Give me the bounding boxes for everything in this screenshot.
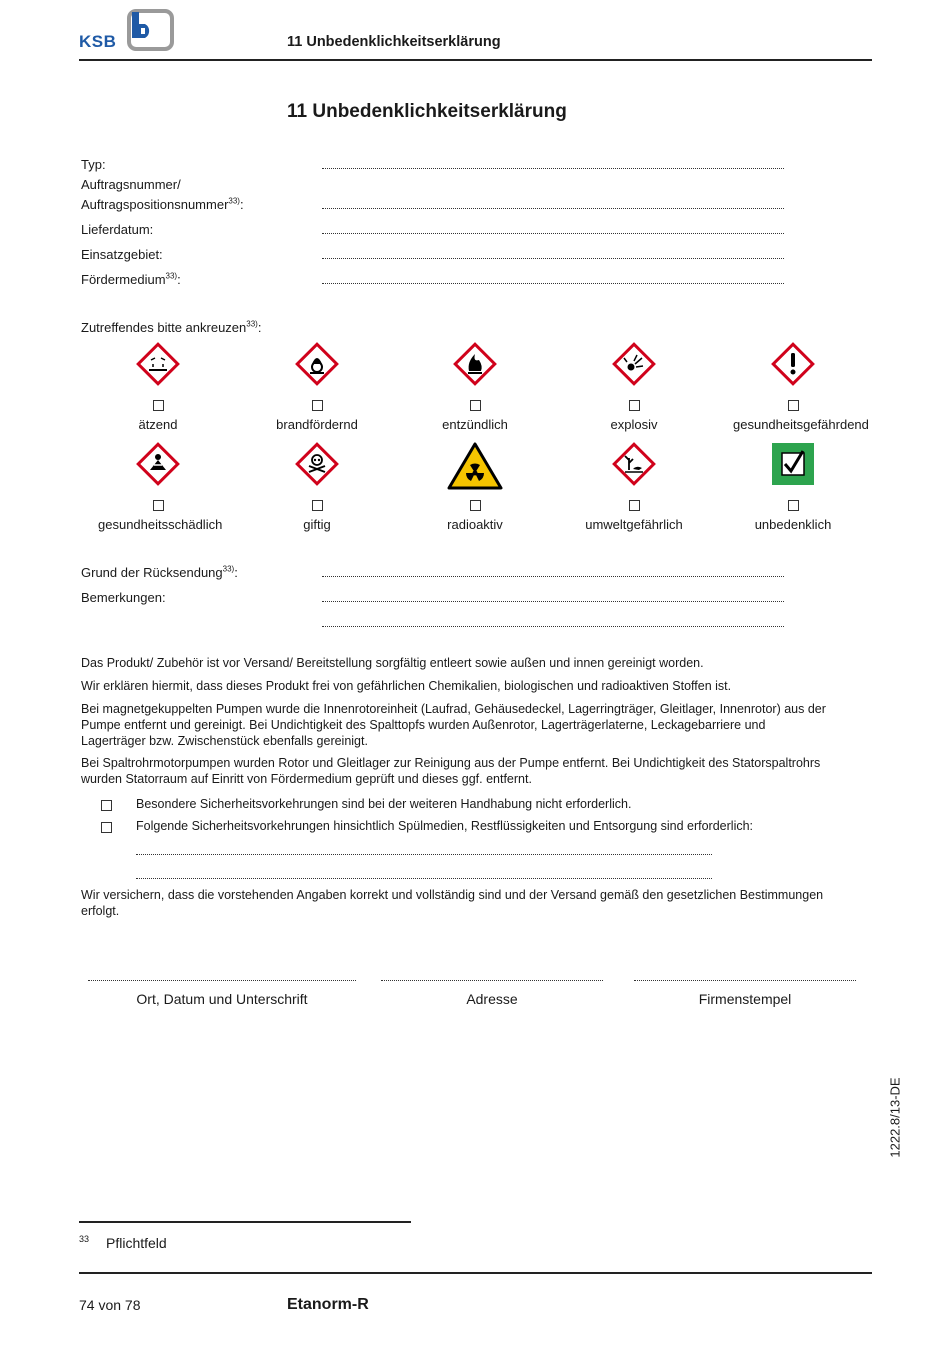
checkbox-gesundheitsgefaehrdend[interactable] bbox=[788, 400, 799, 411]
return-reason-line[interactable] bbox=[322, 576, 784, 577]
hazard-health bbox=[98, 442, 223, 532]
hazard-label: gesundheitsgefährdend bbox=[733, 417, 869, 432]
signature-label: Ort, Datum und Unterschrift bbox=[136, 991, 308, 1007]
signature-address bbox=[381, 980, 603, 1007]
exclamation-icon bbox=[771, 342, 815, 386]
return-reason-label bbox=[81, 565, 238, 581]
assurance-text: Wir versichern, dass die vorstehenden Angaben korrekt und vollständig sind und der Versand gemäß den gesetzlichen Bestimmungen erfolgt. bbox=[81, 888, 824, 918]
footer-rule bbox=[79, 1272, 872, 1274]
hazard-label: ätzend bbox=[138, 417, 178, 432]
precautions-line-2[interactable] bbox=[136, 878, 712, 879]
field-auftragsposition-text: Auftragspositionsnummer bbox=[81, 197, 229, 212]
checkbox-brandfoerdernd[interactable] bbox=[312, 400, 323, 411]
option-text: Folgende Sicherheitsvorkehrungen hinsichtlich Spülmedien, Restflüssigkeiten und Entsorgung sind erforderlich: bbox=[136, 819, 754, 833]
precautions-line-1[interactable] bbox=[136, 854, 712, 855]
return-reason-text: Grund der Rücksendung bbox=[81, 565, 223, 580]
field-einsatzgebiet-label: Einsatzgebiet: bbox=[81, 247, 163, 262]
remarks-label: Bemerkungen: bbox=[81, 590, 166, 605]
signature-label: Firmenstempel bbox=[698, 991, 792, 1007]
health-hazard-icon bbox=[136, 442, 180, 486]
hazard-oxidizing bbox=[257, 342, 377, 432]
colon: : bbox=[234, 565, 238, 580]
checkbox-radioaktiv[interactable] bbox=[470, 500, 481, 511]
hazard-label: giftig bbox=[303, 517, 331, 532]
hazards-intro bbox=[81, 320, 261, 336]
flammable-icon bbox=[453, 342, 497, 386]
footnote-ref: 33) bbox=[222, 564, 235, 574]
colon: : bbox=[239, 197, 244, 212]
field-typ-line[interactable] bbox=[322, 168, 784, 169]
signature-stamp bbox=[634, 980, 856, 1007]
hazard-exclamation bbox=[733, 342, 869, 432]
hazard-radiation bbox=[415, 442, 535, 532]
checkbox-no-precautions[interactable] bbox=[101, 800, 112, 811]
footnote-ref: 33) bbox=[165, 271, 178, 281]
footnote-ref: 33) bbox=[228, 196, 240, 206]
page-title: 11 Unbedenklichkeitserklärung bbox=[287, 101, 567, 122]
colon: : bbox=[177, 272, 181, 287]
footnote bbox=[79, 1234, 167, 1251]
field-einsatzgebiet-line[interactable] bbox=[322, 258, 784, 259]
signature-line[interactable] bbox=[634, 980, 856, 981]
product-name: Etanorm-R bbox=[287, 1296, 369, 1313]
footnote-ref: 33) bbox=[246, 319, 258, 329]
checkbox-umweltgefaehrlich[interactable] bbox=[629, 500, 640, 511]
checkbox-precautions-required[interactable] bbox=[101, 822, 112, 833]
hazard-toxic bbox=[257, 442, 377, 532]
field-foerdermedium-line[interactable] bbox=[322, 283, 784, 284]
checkbox-explosiv[interactable] bbox=[629, 400, 640, 411]
hazard-label: brandfördernd bbox=[276, 417, 358, 432]
hazard-label: entzündlich bbox=[442, 417, 508, 432]
declaration-free-of-hazards: Wir erklären hiermit, dass dieses Produkt frei von gefährlichen Chemikalien, biologischen und radioaktiven Stoffen ist. bbox=[81, 679, 732, 693]
signature-label: Adresse bbox=[466, 991, 518, 1007]
hazard-label: umweltgefährlich bbox=[585, 517, 683, 532]
field-foerdermedium-label bbox=[81, 272, 181, 288]
option-text: Besondere Sicherheitsvorkehrungen sind bei der weiteren Handhabung nicht erforderlich. bbox=[136, 797, 632, 811]
hazard-label: explosiv bbox=[610, 417, 658, 432]
harmless-check-icon bbox=[771, 442, 815, 486]
footnote-number: 33 bbox=[79, 1234, 90, 1244]
footnote-text: Pflichtfeld bbox=[106, 1235, 167, 1251]
field-auftragsnummer-label: Auftragsnummer/ bbox=[81, 177, 181, 192]
remarks-line-2[interactable] bbox=[322, 626, 784, 627]
colon: : bbox=[257, 320, 262, 335]
declaration-canned-motor-pumps: Bei Spaltrohrmotorpumpen wurden Rotor und Gleitlager zur Reinigung aus der Pumpe entfernt. Bei Undichtigkeit des Statorspaltrohrs wurden Statorraum auf Einritt von Fördermedium geprüft und dieses ggf. entfernt. bbox=[81, 756, 821, 786]
hazard-label: radioaktiv bbox=[447, 517, 503, 532]
ksb-logo bbox=[79, 8, 175, 52]
hazard-label: gesundheitsschädlich bbox=[98, 517, 223, 532]
header-rule bbox=[79, 59, 872, 61]
field-auftragsnummer-line[interactable] bbox=[322, 208, 784, 209]
explosive-icon bbox=[612, 342, 656, 386]
corrosive-icon bbox=[136, 342, 180, 386]
signature-line[interactable] bbox=[381, 980, 603, 981]
field-lieferdatum-label: Lieferdatum: bbox=[81, 222, 154, 237]
field-lieferdatum-line[interactable] bbox=[322, 233, 784, 234]
document-number: 1222.8/13-DE bbox=[887, 1077, 903, 1158]
hazard-flammable bbox=[415, 342, 535, 432]
hazards-intro-text: Zutreffendes bitte ankreuzen bbox=[81, 320, 247, 335]
field-typ-label: Typ: bbox=[81, 157, 106, 172]
environment-icon bbox=[612, 442, 656, 486]
checkbox-giftig[interactable] bbox=[312, 500, 323, 511]
page-number: 74 von 78 bbox=[79, 1297, 141, 1313]
hazard-harmless bbox=[733, 442, 853, 532]
radiation-icon bbox=[447, 442, 503, 490]
header-title: 11 Unbedenklichkeitserklärung bbox=[287, 34, 501, 50]
checkbox-gesundheitsschaedlich[interactable] bbox=[153, 500, 164, 511]
checkbox-unbedenklich[interactable] bbox=[788, 500, 799, 511]
hazard-corrosive bbox=[98, 342, 218, 432]
declaration-emptied: Das Produkt/ Zubehör ist vor Versand/ Bereitstellung sorgfältig entleert sowie außen und innen gereinigt worden. bbox=[81, 656, 704, 670]
hazard-environment bbox=[574, 442, 694, 532]
signature-place-date bbox=[88, 980, 356, 1007]
field-auftragsposition-label bbox=[81, 197, 244, 213]
declaration-magnet-pumps: Bei magnetgekuppelten Pumpen wurde die Innenrotoreinheit (Laufrad, Gehäusedeckel, Lagerringträger, Gleitlager, Innenrotor) aus der Pumpe entfernt und gereinigt. Bei Undichtigkeit des Spalttopfs wurden Außenrotor, Lagerträgerlaterne, Leckagebarriere und Lagerträger bzw. Zwischenstück ebenfalls gereinigt. bbox=[81, 702, 826, 748]
checkbox-entzuendlich[interactable] bbox=[470, 400, 481, 411]
skull-icon bbox=[295, 442, 339, 486]
checkbox-aetzend[interactable] bbox=[153, 400, 164, 411]
oxidizing-icon bbox=[295, 342, 339, 386]
field-foerdermedium-text: Fördermedium bbox=[81, 272, 166, 287]
hazard-label: unbedenklich bbox=[754, 517, 832, 532]
logo-text: KSB bbox=[79, 32, 117, 51]
remarks-line-1[interactable] bbox=[322, 601, 784, 602]
signature-line[interactable] bbox=[88, 980, 356, 981]
hazard-explosive bbox=[574, 342, 694, 432]
footnote-rule bbox=[79, 1221, 411, 1223]
